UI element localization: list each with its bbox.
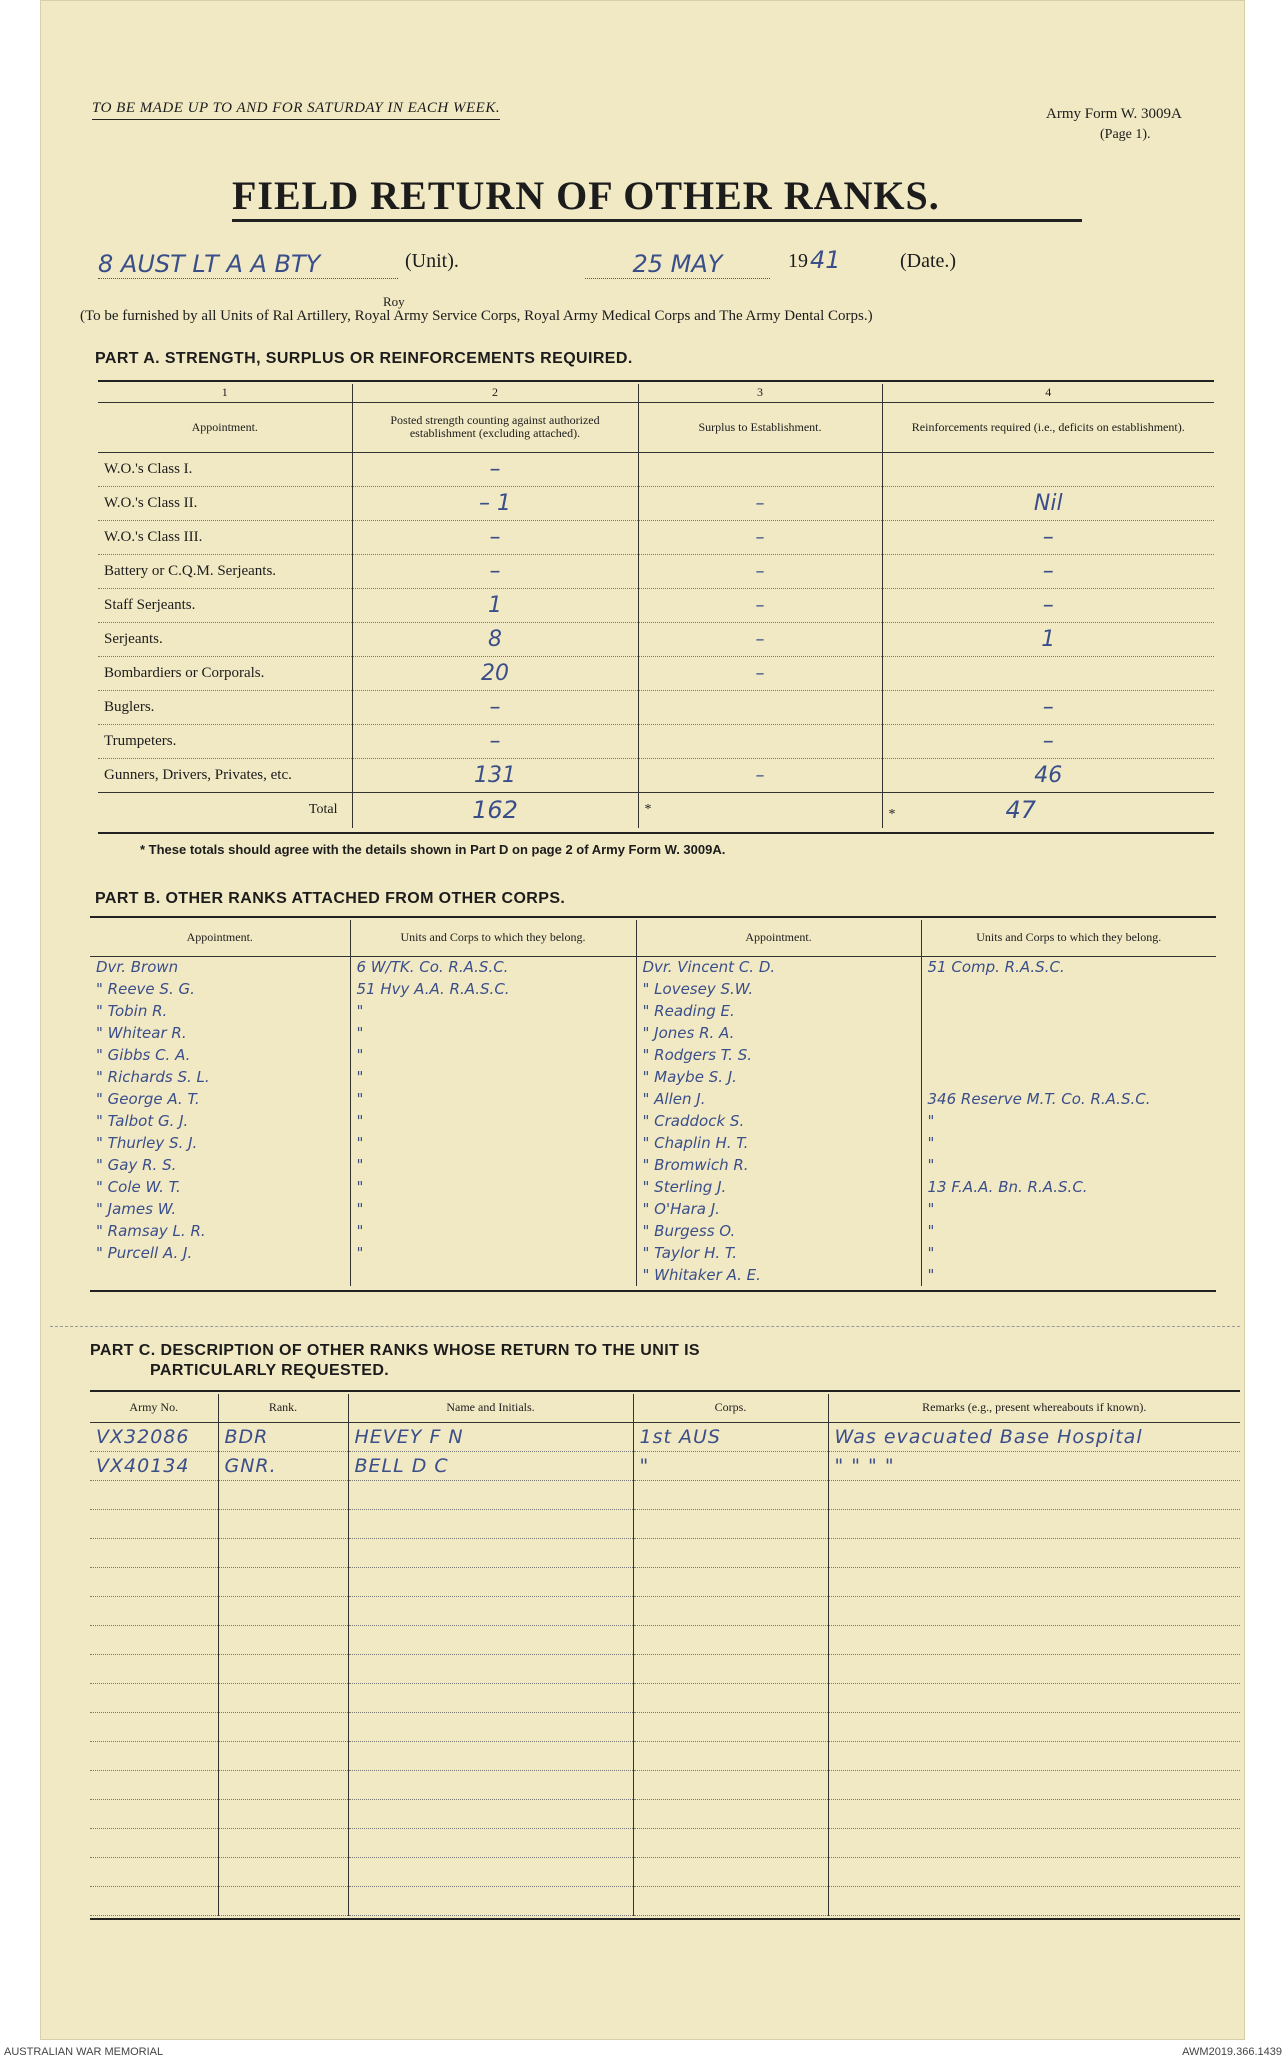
table-row	[90, 1044, 1216, 1066]
reinforcement-cell: –	[882, 554, 1214, 588]
part-c-bottom-rule	[90, 1918, 1240, 1920]
corps-cell	[633, 1712, 828, 1741]
unit-corps-cell	[350, 1264, 636, 1286]
table-row	[90, 1567, 1240, 1596]
table-row	[90, 1066, 1216, 1088]
subline-insert: Roy	[383, 294, 405, 309]
table-row	[98, 690, 1214, 724]
unit-corps-cell: 6 W/TK. Co. R.A.S.C.	[350, 956, 636, 978]
name-cell	[348, 1857, 633, 1886]
name-cell	[348, 1538, 633, 1567]
remarks-cell	[828, 1799, 1240, 1828]
unit-corps-cell: "	[350, 1066, 636, 1088]
appointment-cell: " Burgess O.	[636, 1220, 921, 1242]
rank-cell	[218, 1712, 348, 1741]
army-no-cell	[90, 1625, 218, 1654]
table-row	[90, 1654, 1240, 1683]
unit-corps-cell: "	[350, 1154, 636, 1176]
col-number: 3	[638, 384, 882, 402]
rank-cell	[218, 1828, 348, 1857]
appointment-cell: " James W.	[96, 1200, 177, 1218]
army-no-cell	[90, 1828, 218, 1857]
col-header: Appointment.	[191, 419, 258, 434]
unit-corps-cell: "	[350, 1242, 636, 1264]
surplus-cell: –	[638, 486, 882, 520]
table-row	[98, 758, 1214, 792]
unit-corps-cell: "	[350, 1132, 636, 1154]
rank-cell	[218, 1538, 348, 1567]
table-row	[90, 1422, 1240, 1451]
unit-corps-cell: "	[350, 1110, 636, 1132]
col-header: Surplus to Establishment.	[638, 402, 882, 452]
col-header: Appointment.	[636, 920, 921, 956]
surplus-cell	[638, 690, 882, 724]
total-reinf-value: 47	[1005, 796, 1037, 825]
appointment-cell: " Allen J.	[636, 1088, 921, 1110]
reinforcement-cell: –	[882, 690, 1214, 724]
army-no-cell	[90, 1509, 218, 1538]
unit-corps-cell: "	[350, 1198, 636, 1220]
page-label: (Page 1).	[1100, 127, 1151, 142]
posted-cell: 20	[352, 656, 638, 690]
appointment-cell: " Bromwich R.	[636, 1154, 921, 1176]
corps-cell	[633, 1799, 828, 1828]
footer-right: AWM2019.366.1439	[1182, 2046, 1282, 2058]
rank-cell	[218, 1886, 348, 1915]
col-header: Units and Corps to which they belong.	[921, 920, 1216, 956]
name-cell	[348, 1799, 633, 1828]
table-row	[98, 486, 1214, 520]
unit-corps-cell: "	[350, 1176, 636, 1198]
table-row	[98, 622, 1214, 656]
table-row	[98, 656, 1214, 690]
appointment-cell: " Talbot G. J.	[96, 1112, 189, 1130]
corps-cell	[633, 1886, 828, 1915]
total-surplus: *	[638, 792, 882, 828]
archive-footer	[0, 2046, 1288, 2061]
corps-cell	[633, 1770, 828, 1799]
name-cell	[348, 1596, 633, 1625]
name-cell	[348, 1770, 633, 1799]
name-cell	[348, 1567, 633, 1596]
part-c-table	[90, 1394, 1240, 1916]
date-label: (Date.)	[900, 250, 957, 272]
appointment-cell: Bombardiers or Corporals.	[98, 656, 352, 690]
remarks-cell	[828, 1712, 1240, 1741]
title-underline	[232, 219, 1082, 222]
part-b-top-rule	[90, 916, 1216, 918]
name-cell	[348, 1654, 633, 1683]
table-row	[90, 1770, 1240, 1799]
table-row	[90, 1480, 1240, 1509]
reinforcement-cell: 46	[882, 758, 1214, 792]
army-no-cell	[90, 1741, 218, 1770]
appointment-cell: " Reeve S. G.	[96, 980, 195, 998]
corps-cell	[633, 1480, 828, 1509]
col-header: Appointment.	[186, 930, 253, 945]
table-row	[98, 520, 1214, 554]
posted-cell: –	[352, 452, 638, 486]
table-row	[90, 1110, 1216, 1132]
army-no-cell: VX40134	[90, 1451, 218, 1480]
table-row	[90, 1857, 1240, 1886]
appointment-cell: " Richards S. L.	[96, 1068, 210, 1086]
remarks-cell: " " " "	[828, 1451, 1240, 1480]
unit-corps-cell: "	[350, 1044, 636, 1066]
army-no-cell	[90, 1799, 218, 1828]
remarks-cell	[828, 1509, 1240, 1538]
corps-cell	[633, 1828, 828, 1857]
part-c-heading-1: PART C. DESCRIPTION OF OTHER RANKS WHOSE RETURN TO THE UNIT IS	[90, 1342, 701, 1359]
reinforcement-cell: Nil	[882, 486, 1214, 520]
table-row	[90, 1683, 1240, 1712]
name-cell	[348, 1741, 633, 1770]
army-no-cell	[90, 1712, 218, 1741]
unit-corps-cell: "	[921, 1220, 1216, 1242]
date-year-hand: 41	[810, 246, 841, 274]
date-year-prefix: 19	[788, 250, 808, 272]
unit-label: (Unit).	[405, 250, 459, 272]
table-row	[90, 956, 1216, 978]
surplus-cell	[638, 724, 882, 758]
name-cell	[348, 1509, 633, 1538]
reinforcement-cell: –	[882, 520, 1214, 554]
table-row	[90, 1451, 1240, 1480]
unit-corps-cell: "	[350, 1088, 636, 1110]
unit-corps-cell	[921, 1066, 1216, 1088]
corps-cell	[633, 1567, 828, 1596]
reinforcement-cell: –	[882, 724, 1214, 758]
name-cell	[348, 1886, 633, 1915]
appointment-cell: Serjeants.	[98, 622, 352, 656]
table-row	[90, 1741, 1240, 1770]
unit-corps-cell: "	[350, 1022, 636, 1044]
appointment-cell: Battery or C.Q.M. Serjeants.	[98, 554, 352, 588]
table-row	[98, 452, 1214, 486]
corps-cell	[633, 1741, 828, 1770]
table-row	[98, 588, 1214, 622]
table-row	[90, 1242, 1216, 1264]
rank-cell	[218, 1509, 348, 1538]
remarks-cell	[828, 1857, 1240, 1886]
table-row	[90, 1088, 1216, 1110]
unit-corps-cell: "	[921, 1264, 1216, 1286]
col-header: Reinforcements required (i.e., deficits on establishment).	[882, 402, 1214, 452]
appointment-cell: " Lovesey S.W.	[636, 978, 921, 1000]
table-row	[98, 724, 1214, 758]
subline-pre: (To be furnished by all Units of R	[80, 308, 283, 324]
corps-cell	[633, 1857, 828, 1886]
unit-value: 8 AUST LT A A BTY	[98, 250, 398, 279]
unit-corps-cell: "	[921, 1110, 1216, 1132]
rank-cell	[218, 1625, 348, 1654]
rank-cell	[218, 1596, 348, 1625]
appointment-cell: " Reading E.	[636, 1000, 921, 1022]
appointment-cell: " Jones R. A.	[636, 1022, 921, 1044]
part-c-top-rule	[90, 1390, 1240, 1392]
remarks-cell	[828, 1567, 1240, 1596]
reinforcement-cell	[882, 656, 1214, 690]
unit-corps-cell: "	[350, 1000, 636, 1022]
remarks-cell	[828, 1741, 1240, 1770]
posted-cell: –	[352, 520, 638, 554]
appointment-cell: " Whitear R.	[96, 1024, 187, 1042]
appointment-cell: Dvr. Brown	[96, 958, 179, 977]
army-no-cell	[90, 1886, 218, 1915]
surplus-cell: –	[638, 758, 882, 792]
appointment-cell: " Ramsay L. R.	[96, 1222, 206, 1240]
name-cell	[348, 1712, 633, 1741]
date-value: 25 MAY	[585, 250, 770, 279]
table-row	[90, 1154, 1216, 1176]
table-row	[90, 1198, 1216, 1220]
posted-cell: 1	[352, 588, 638, 622]
appointment-cell: Staff Serjeants.	[98, 588, 352, 622]
unit-corps-cell: "	[921, 1242, 1216, 1264]
total-reinf-star: *	[888, 807, 896, 823]
table-row	[90, 1828, 1240, 1857]
col-header: Corps.	[633, 1394, 828, 1422]
rank-cell	[218, 1741, 348, 1770]
rank-cell	[218, 1857, 348, 1886]
surplus-cell: –	[638, 520, 882, 554]
army-no-cell	[90, 1538, 218, 1567]
col-header: Units and Corps to which they belong.	[350, 920, 636, 956]
reinforcement-cell: 1	[882, 622, 1214, 656]
part-b-table	[90, 920, 1216, 1286]
part-a-footnote: * These totals should agree with the details shown in Part D on page 2 of Army Form W. 3009A.	[140, 842, 726, 857]
corps-cell	[633, 1654, 828, 1683]
posted-cell: –	[352, 690, 638, 724]
name-cell: BELL D C	[348, 1451, 633, 1480]
rank-cell	[218, 1799, 348, 1828]
army-no-cell	[90, 1857, 218, 1886]
footer-left: AUSTRALIAN WAR MEMORIAL	[4, 2046, 164, 2058]
posted-cell: – 1	[352, 486, 638, 520]
appointment-cell: " Gay R. S.	[96, 1156, 177, 1174]
surplus-cell	[638, 452, 882, 486]
corps-cell: 1st AUS	[633, 1422, 828, 1451]
subline	[80, 308, 873, 325]
appointment-cell: " O'Hara J.	[636, 1198, 921, 1220]
appointment-cell: " Rodgers T. S.	[636, 1044, 921, 1066]
total-reinf	[882, 792, 1214, 828]
appointment-cell	[90, 1264, 350, 1286]
col-number: 2	[352, 384, 638, 402]
appointment-cell: " George A. T.	[96, 1090, 200, 1108]
posted-cell: 8	[352, 622, 638, 656]
col-header: Remarks (e.g., present whereabouts if known).	[828, 1394, 1240, 1422]
table-row	[90, 1509, 1240, 1538]
name-cell	[348, 1683, 633, 1712]
appointment-cell: " Sterling J.	[636, 1176, 921, 1198]
name-cell	[348, 1625, 633, 1654]
page-title: FIELD RETURN OF OTHER RANKS.	[232, 173, 940, 218]
unit-corps-cell: 51 Comp. R.A.S.C.	[921, 956, 1216, 978]
appointment-cell: W.O.'s Class I.	[98, 452, 352, 486]
unit-corps-cell: 51 Hvy A.A. R.A.S.C.	[350, 978, 636, 1000]
unit-corps-cell	[921, 1000, 1216, 1022]
remarks-cell	[828, 1683, 1240, 1712]
part-a-heading: PART A. STRENGTH, SURPLUS OR REINFORCEMENTS REQUIRED.	[95, 350, 633, 367]
surplus-cell: –	[638, 622, 882, 656]
posted-cell: 131	[352, 758, 638, 792]
appointment-cell: " Whitaker A. E.	[636, 1264, 921, 1286]
corps-cell	[633, 1538, 828, 1567]
table-row	[90, 1596, 1240, 1625]
remarks-cell	[828, 1596, 1240, 1625]
appointment-cell: W.O.'s Class II.	[98, 486, 352, 520]
table-row	[98, 554, 1214, 588]
total-label: Total	[308, 802, 338, 818]
subline-post: al Artillery, Royal Army Service Corps, Royal Army Medical Corps and The Army Dental Corps.)	[282, 308, 873, 324]
rank-cell	[218, 1480, 348, 1509]
remarks-cell	[828, 1625, 1240, 1654]
name-cell: HEVEY F N	[348, 1422, 633, 1451]
reinforcement-cell: –	[882, 588, 1214, 622]
unit-corps-cell	[921, 1044, 1216, 1066]
rank-cell	[218, 1567, 348, 1596]
appointment-cell: " Chaplin H. T.	[636, 1132, 921, 1154]
table-row	[90, 1625, 1240, 1654]
rank-cell	[218, 1654, 348, 1683]
table-row	[90, 1132, 1216, 1154]
appointment-cell: W.O.'s Class III.	[98, 520, 352, 554]
unit-corps-cell	[921, 978, 1216, 1000]
part-a-table	[98, 384, 1214, 828]
unit-corps-cell: "	[921, 1154, 1216, 1176]
table-row	[90, 1538, 1240, 1567]
col-header: Army No.	[129, 1400, 179, 1415]
army-no-cell	[90, 1683, 218, 1712]
corps-cell	[633, 1683, 828, 1712]
surplus-cell: –	[638, 554, 882, 588]
appointment-cell: " Cole W. T.	[96, 1178, 181, 1196]
top-instruction: TO BE MADE UP TO AND FOR SATURDAY IN EACH WEEK.	[92, 100, 500, 120]
appointment-cell: " Maybe S. J.	[636, 1066, 921, 1088]
army-no-cell: VX32086	[90, 1422, 218, 1451]
army-no-cell	[90, 1770, 218, 1799]
table-row	[90, 1220, 1216, 1242]
appointment-cell: " Purcell A. J.	[96, 1244, 193, 1262]
reinforcement-cell	[882, 452, 1214, 486]
corps-cell: "	[633, 1451, 828, 1480]
remarks-cell	[828, 1480, 1240, 1509]
army-no-cell	[90, 1596, 218, 1625]
table-row	[90, 1264, 1216, 1286]
appointment-cell: Trumpeters.	[98, 724, 352, 758]
appointment-cell: Buglers.	[98, 690, 352, 724]
form-number: Army Form W. 3009A	[1046, 106, 1182, 122]
army-no-cell	[90, 1567, 218, 1596]
col-number: 1	[221, 385, 228, 400]
table-row	[90, 1799, 1240, 1828]
army-no-cell	[90, 1480, 218, 1509]
unit-corps-cell	[921, 1022, 1216, 1044]
col-number: 4	[882, 384, 1214, 402]
part-a-bottom-rule	[98, 832, 1214, 834]
rank-cell: GNR.	[218, 1451, 348, 1480]
appointment-cell: " Taylor H. T.	[636, 1242, 921, 1264]
unit-corps-cell: "	[350, 1220, 636, 1242]
unit-corps-cell: 346 Reserve M.T. Co. R.A.S.C.	[921, 1088, 1216, 1110]
corps-cell	[633, 1509, 828, 1538]
posted-cell: –	[352, 554, 638, 588]
perforation-line	[50, 1326, 1240, 1327]
remarks-cell	[828, 1654, 1240, 1683]
remarks-cell	[828, 1828, 1240, 1857]
surplus-cell: –	[638, 656, 882, 690]
unit-corps-cell: "	[921, 1198, 1216, 1220]
name-cell	[348, 1480, 633, 1509]
posted-cell: –	[352, 724, 638, 758]
unit-corps-cell: 13 F.A.A. Bn. R.A.S.C.	[921, 1176, 1216, 1198]
col-header: Posted strength counting against authorized establishment (excluding attached).	[352, 402, 638, 452]
table-row	[90, 1712, 1240, 1741]
part-c-heading-2: PARTICULARLY REQUESTED.	[150, 1362, 390, 1379]
part-a-top-rule	[98, 380, 1214, 382]
rank-cell: BDR	[218, 1422, 348, 1451]
table-row	[90, 1176, 1216, 1198]
col-header: Rank.	[218, 1394, 348, 1422]
table-row	[90, 978, 1216, 1000]
part-b-bottom-rule	[90, 1290, 1216, 1292]
table-row	[90, 1000, 1216, 1022]
name-cell	[348, 1828, 633, 1857]
col-header: Name and Initials.	[348, 1394, 633, 1422]
army-no-cell	[90, 1654, 218, 1683]
appointment-cell: Gunners, Drivers, Privates, etc.	[98, 758, 352, 792]
unit-corps-cell: "	[921, 1132, 1216, 1154]
remarks-cell	[828, 1538, 1240, 1567]
appointment-cell: Dvr. Vincent C. D.	[636, 956, 921, 978]
remarks-cell	[828, 1770, 1240, 1799]
corps-cell	[633, 1625, 828, 1654]
appointment-cell: " Tobin R.	[96, 1002, 168, 1020]
appointment-cell: " Gibbs C. A.	[96, 1046, 191, 1064]
remarks-cell	[828, 1886, 1240, 1915]
table-row	[90, 1886, 1240, 1915]
total-posted: 162	[352, 792, 638, 828]
surplus-cell: –	[638, 588, 882, 622]
remarks-cell: Was evacuated Base Hospital	[828, 1422, 1240, 1451]
rank-cell	[218, 1770, 348, 1799]
appointment-cell: " Craddock S.	[636, 1110, 921, 1132]
corps-cell	[633, 1596, 828, 1625]
rank-cell	[218, 1683, 348, 1712]
table-row	[90, 1022, 1216, 1044]
appointment-cell: " Thurley S. J.	[96, 1134, 198, 1152]
part-b-heading: PART B. OTHER RANKS ATTACHED FROM OTHER CORPS.	[95, 890, 566, 907]
